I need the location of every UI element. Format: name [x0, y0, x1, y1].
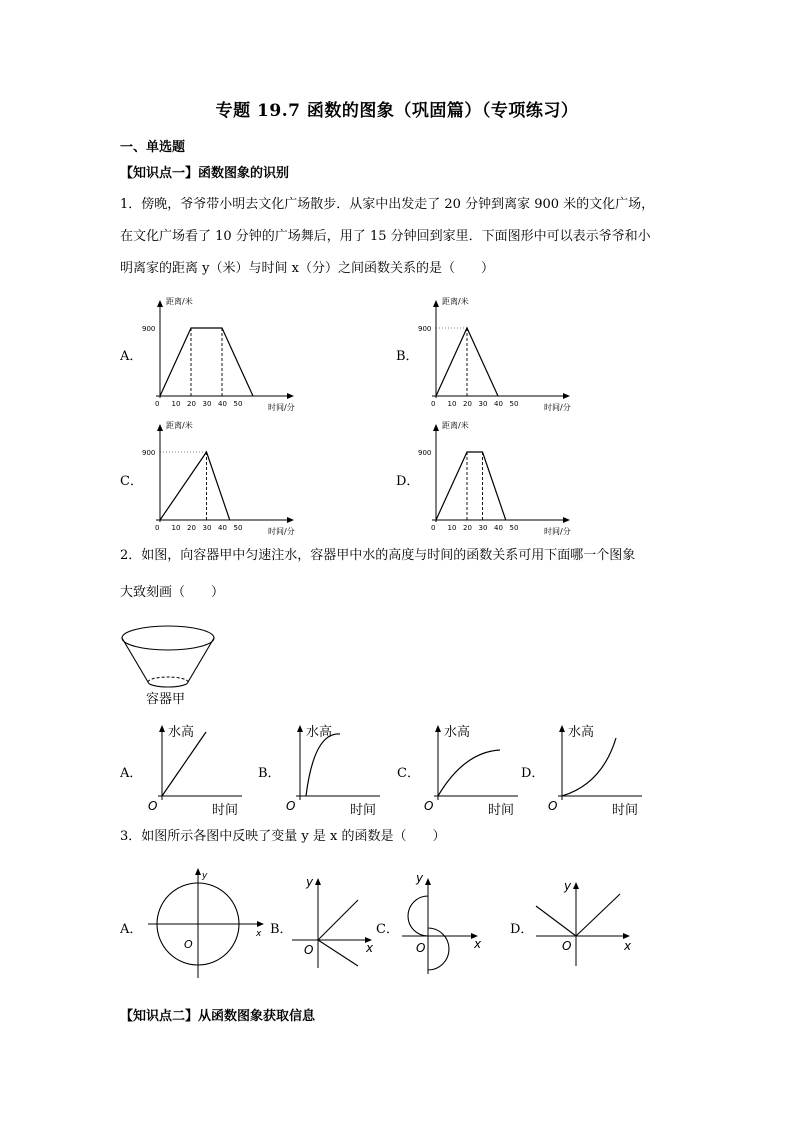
y-axis-label: 水高	[568, 725, 595, 740]
q3-option-a-label[interactable]: A．	[120, 922, 143, 937]
x-axis-label: 时间/分	[268, 527, 295, 536]
distance-line	[160, 452, 230, 520]
section-heading: 一、单选题	[120, 140, 186, 155]
q1-graph-d	[416, 416, 586, 538]
q3a-origin: O	[184, 938, 193, 951]
q1-option-c-label[interactable]: C．	[120, 474, 143, 489]
q3-graph-b	[286, 862, 386, 972]
origin-label: 0	[155, 400, 160, 408]
x-tick-label: 40	[494, 400, 503, 408]
q3d-x-label: x	[624, 939, 632, 953]
x-tick-label: 10	[447, 400, 457, 408]
q3d-origin: O	[562, 939, 572, 953]
x-tick-label: 40	[494, 524, 503, 532]
y-axis-arrow	[433, 300, 439, 307]
q1-text-line3: 明离家的距离 y（米）与时间 x（分）之间函数关系的是（ ）	[120, 261, 494, 276]
q3a-x-label: x	[256, 929, 262, 939]
q2-option-a-label[interactable]: A．	[120, 766, 143, 781]
q2-graph-a	[140, 720, 250, 820]
x-tick-label: 20	[187, 524, 196, 532]
origin-label: 0	[431, 524, 436, 532]
q3-option-b-label[interactable]: B．	[270, 922, 293, 937]
x-tick-label: 30	[202, 400, 212, 408]
y-axis-label: 距离/米	[442, 421, 469, 430]
y-axis-label: 水高	[306, 725, 333, 740]
x-tick-label: 20	[463, 524, 472, 532]
x-tick-label: 30	[478, 400, 488, 408]
origin-label: O	[424, 799, 434, 813]
origin-label: O	[286, 799, 296, 813]
y-axis-label: 距离/米	[166, 297, 193, 306]
q3d-y-label: y	[564, 879, 572, 893]
y-axis-label: 水高	[168, 725, 195, 740]
x-axis-label: 时间/分	[544, 527, 571, 536]
x-tick-label: 10	[171, 400, 181, 408]
knowledge-point-1: 【知识点一】函数图象的识别	[120, 166, 290, 181]
x-axis-arrow	[563, 393, 570, 399]
q3c-y-label: y	[416, 871, 424, 885]
x-axis-label: 时间/分	[544, 403, 571, 412]
q3-graph-a	[140, 862, 270, 982]
x-tick-label: 50	[509, 524, 519, 532]
q2-option-d-label[interactable]: D．	[521, 766, 545, 781]
q3-option-d-label[interactable]: D．	[510, 922, 534, 937]
water-height-curve	[306, 734, 340, 796]
distance-line	[436, 452, 506, 520]
x-tick-label: 30	[478, 524, 488, 532]
q1-graph-a	[140, 292, 310, 414]
x-axis-label: 时间	[488, 803, 515, 818]
q1-text-line1: 1．傍晚，爷爷带小明去文化广场散步．从家中出发走了 20 分钟到离家 900 米的文化广场，	[120, 197, 655, 212]
q3a-y-label: y	[202, 871, 208, 881]
q1-graph-c	[140, 416, 310, 538]
x-tick-label: 10	[171, 524, 181, 532]
q3b-y-label: y	[306, 875, 314, 889]
container-label: 容器甲	[146, 692, 186, 707]
water-height-curve	[162, 732, 206, 796]
origin-label: 0	[155, 524, 160, 532]
q3-option-c-label[interactable]: C．	[376, 922, 399, 937]
q1-option-d-label[interactable]: D．	[396, 474, 420, 489]
x-tick-label: 50	[509, 400, 519, 408]
q2-option-b-label[interactable]: B．	[258, 766, 281, 781]
q1-option-b-label[interactable]: B．	[396, 349, 419, 364]
q3b-x-label: x	[366, 941, 374, 955]
q1-option-a-label[interactable]: A．	[120, 349, 143, 364]
y-axis-arrow	[433, 424, 439, 431]
y-tick-900: 900	[142, 449, 156, 457]
q3-graph-d	[530, 862, 640, 972]
y-axis-arrow	[435, 725, 441, 732]
x-axis-label: 时间	[212, 803, 239, 818]
x-tick-label: 50	[233, 400, 243, 408]
y-axis-label: 水高	[444, 725, 471, 740]
y-tick-900: 900	[418, 325, 432, 333]
x-axis-arrow	[287, 393, 294, 399]
x-tick-label: 40	[218, 524, 227, 532]
q3c-origin: O	[416, 941, 426, 955]
origin-label: O	[148, 799, 158, 813]
y-axis-arrow	[157, 300, 163, 307]
x-tick-label: 20	[463, 400, 472, 408]
x-axis-label: 时间	[612, 803, 639, 818]
x-axis-label: 时间/分	[268, 403, 295, 412]
x-tick-label: 50	[233, 524, 243, 532]
y-axis-arrow	[297, 725, 303, 732]
q3c-x-label: x	[474, 937, 482, 951]
x-axis-label: 时间	[350, 803, 377, 818]
q1-text-line2: 在文化广场看了 10 分钟的广场舞后，用了 15 分钟回到家里．下面图形中可以表示爷爷和小	[120, 229, 651, 244]
water-height-curve	[438, 750, 500, 796]
distance-line	[160, 328, 253, 396]
q1-graph-b	[416, 292, 586, 414]
y-axis-arrow	[157, 424, 163, 431]
q2-graph-b	[278, 720, 388, 820]
page-title: 专题 19.7 函数的图象（巩固篇）（专项练习）	[215, 101, 579, 121]
water-height-curve	[562, 738, 616, 796]
x-tick-label: 20	[187, 400, 196, 408]
origin-label: 0	[431, 400, 436, 408]
x-tick-label: 40	[218, 400, 227, 408]
q2-option-c-label[interactable]: C．	[397, 766, 420, 781]
x-axis-arrow	[563, 517, 570, 523]
x-tick-label: 10	[447, 524, 457, 532]
q2-graph-d	[540, 720, 650, 820]
q3-graph-c	[398, 862, 498, 982]
q2-text-line2: 大致刻画（ ）	[120, 585, 225, 600]
container-figure	[118, 622, 222, 690]
y-axis-arrow	[559, 725, 565, 732]
x-axis-arrow	[287, 517, 294, 523]
y-tick-900: 900	[142, 325, 156, 333]
x-tick-label: 30	[202, 524, 212, 532]
knowledge-point-2: 【知识点二】从函数图象获取信息	[120, 1009, 316, 1024]
y-axis-arrow	[159, 725, 165, 732]
y-axis-label: 距离/米	[442, 297, 469, 306]
y-tick-900: 900	[418, 449, 432, 457]
q2-text-line1: 2．如图，向容器甲中匀速注水，容器甲中水的高度与时间的函数关系可用下面哪一个图象	[120, 548, 636, 563]
q3-text-line1: 3．如图所示各图中反映了变量 y 是 x 的函数是（ ）	[120, 829, 446, 844]
y-axis-label: 距离/米	[166, 421, 193, 430]
origin-label: O	[548, 799, 558, 813]
q3b-origin: O	[304, 943, 314, 957]
q2-graph-c	[416, 720, 526, 820]
